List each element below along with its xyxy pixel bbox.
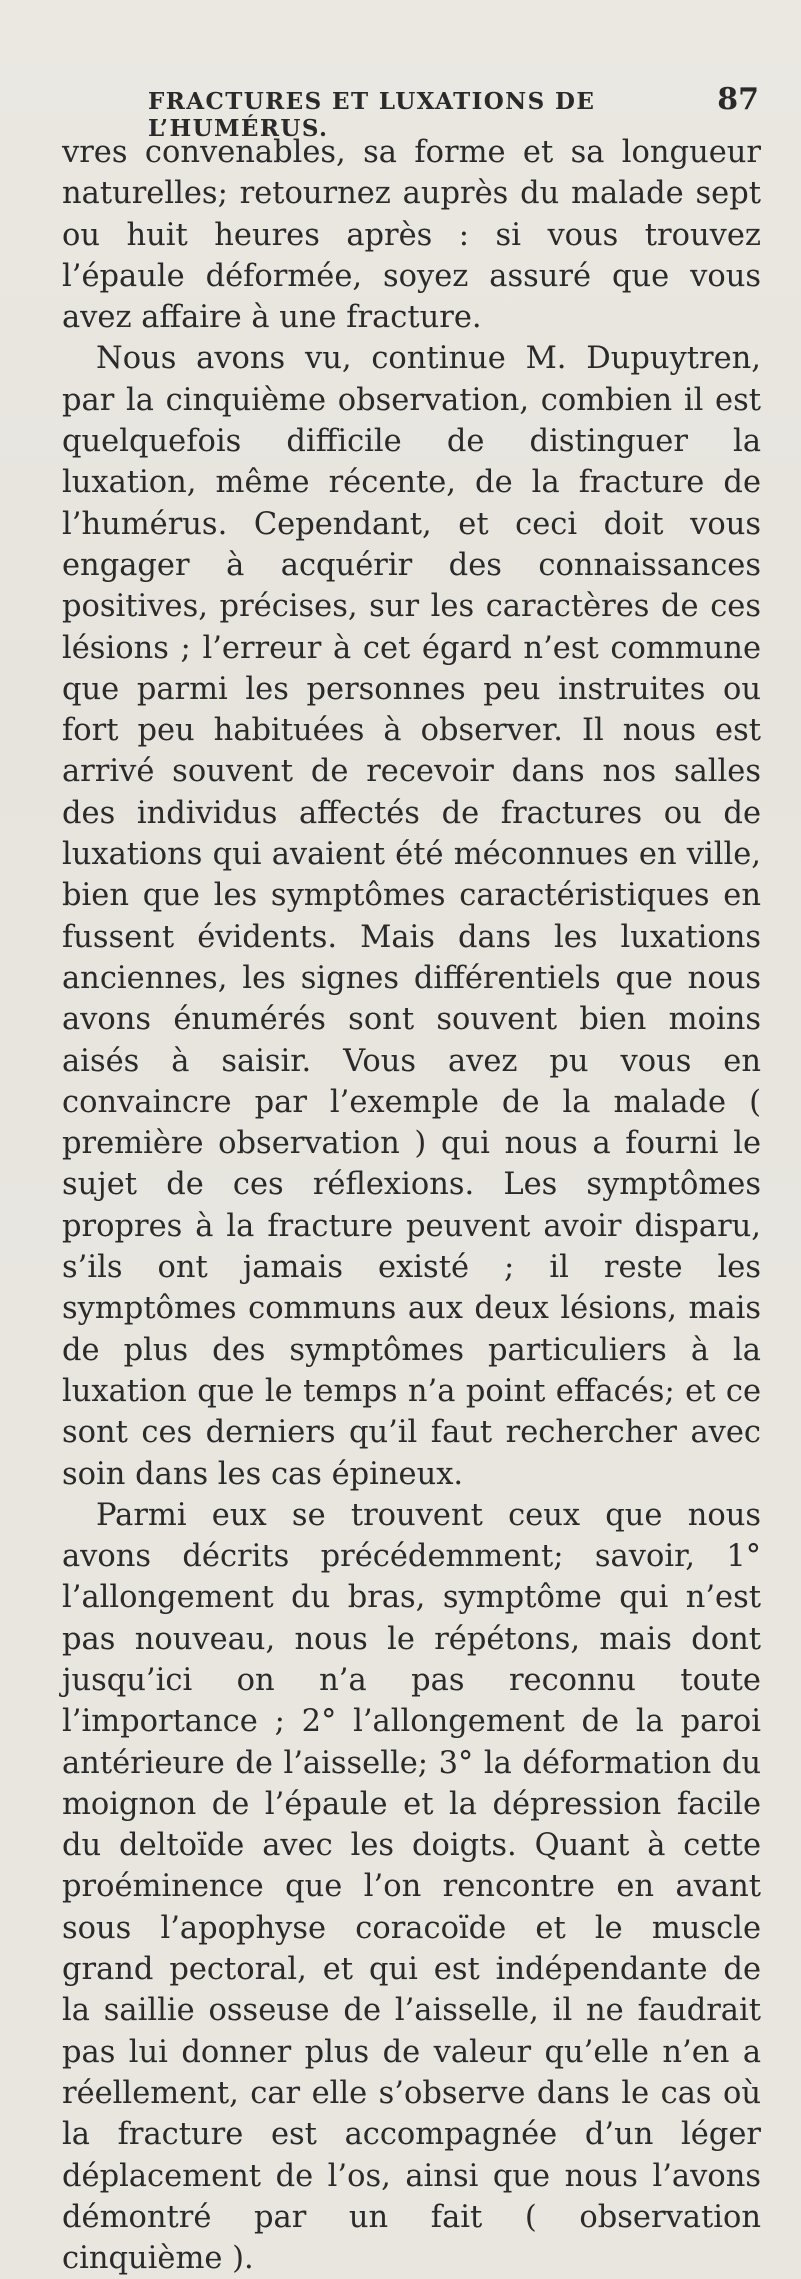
paragraph-symptoms: Parmi eux se trouvent ceux que nous avons décrits précédemment; savoir, 1° l’allongement du bras, symptôme qui n’est pas nouveau, nous le répétons, mais dont jusqu’ici on n’a pas reconnu toute l’importance ; 2° l’allongement de la paroi antérieure de l’aisselle; 3° la déformation du moignon de l’épaule et la dépression facile du deltoïde avec les doigts. Quant à cette proéminence que l’on rencontre en avant sous l’apophyse coracoïde et le muscle grand pectoral, et qui est indépendante de la saillie osseuse de l’aisselle, il ne faudrait pas lui donner plus de valeur qu’elle n’en a réellement, car elle s’observe dans le cas où la fracture est accompagnée d’un léger déplacement de l’os, ainsi que nous l’avons démontré par un fait ( observation cinquième ). xyxy=(62,1497,761,2277)
paragraph-dupuytren: Nous avons vu, continue M. Dupuytren, par la cinquième observation, combien il est quelquefois difficile de distinguer la luxation, même récente, de la fracture de l’humérus. Cependant, et ceci doit vous engager à acquérir des connaissances positives, précises, sur les caractères de ces lésions ; l’erreur à cet égard n’est commune que parmi les personnes peu instruites ou fort peu habituées à observer. Il nous est arrivé souvent de recevoir dans nos salles des individus affectés de fractures ou de luxations qui avaient été méconnues en ville, bien que les symptômes caractéristiques en fussent évidents. Mais dans les luxations anciennes, les signes différentiels que nous avons énumérés sont souvent bien moins aisés à saisir. Vous avez pu vous en convaincre par l’exemple de la malade ( première observation ) qui nous a fourni le sujet de ces réflexions. Les symptômes propres à la fracture peuvent avoir disparu, s’ils ont jamais existé ; il reste les symptômes communs aux deux lésions, mais de plus des symptômes particuliers à la luxation que le temps n’a point effacés; et ce sont ces derniers qu’il faut rechercher avec soin dans les cas épineux. xyxy=(62,341,761,1492)
paragraph-continuation: vres convenables, sa forme et sa longueur naturelles; retournez auprès du malade sept ou huit heures après : si vous trouvez l’épaule déformée, soyez assuré que vous avez affaire à une fracture. xyxy=(62,135,761,336)
running-head xyxy=(62,82,761,142)
running-title: FRACTURES ET LUXATIONS DE L’HUMÉRUS. xyxy=(148,88,596,142)
page-number: 87 xyxy=(717,82,759,117)
body-text xyxy=(62,132,761,2279)
